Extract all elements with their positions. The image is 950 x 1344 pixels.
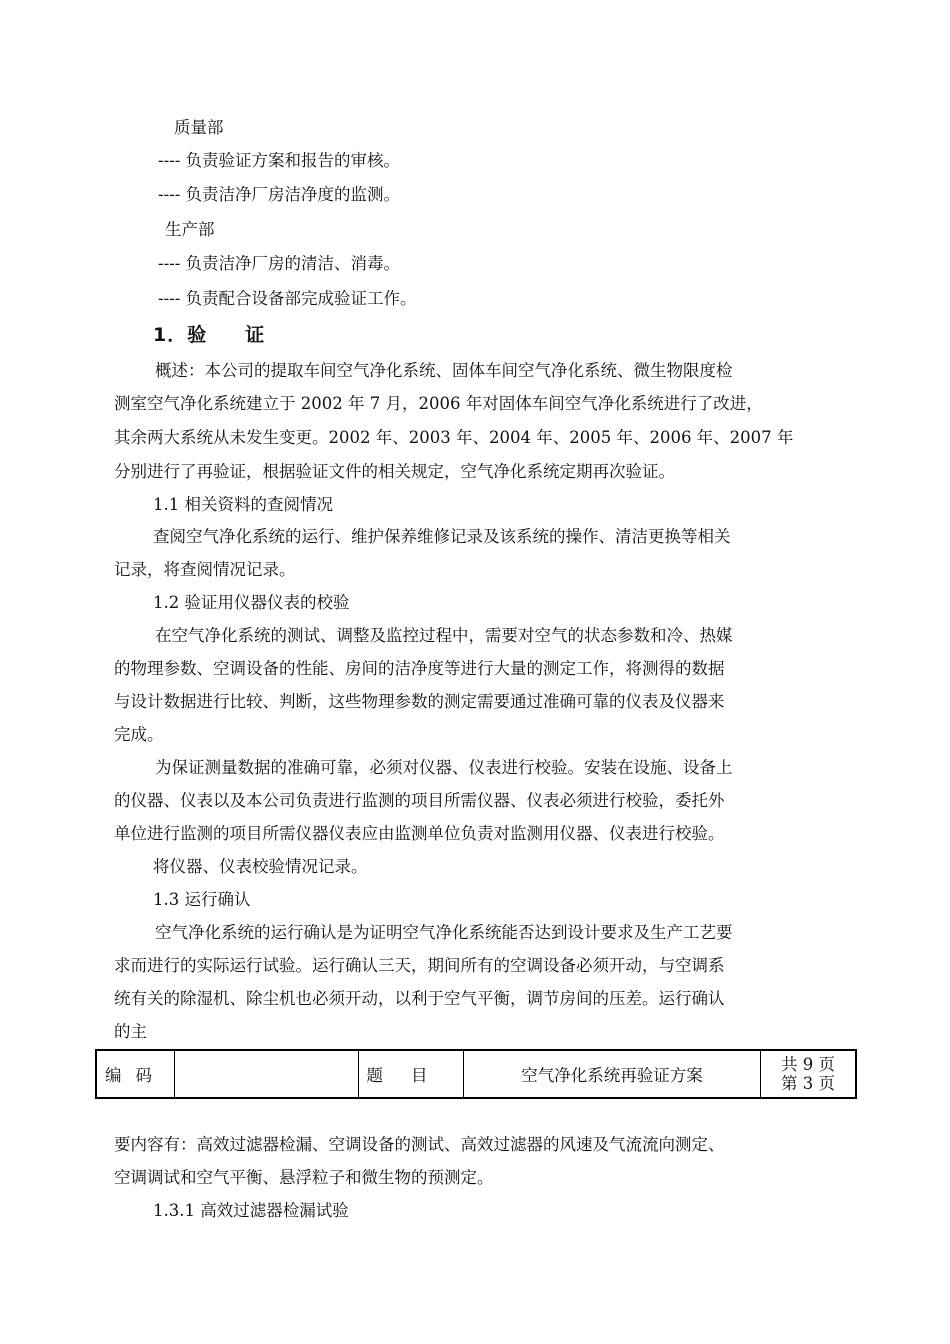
duty-line: ---- 负责配合设备部完成验证工作。 <box>158 289 417 308</box>
subsection-heading: 1.1 相关资料的查阅情况 <box>153 495 333 514</box>
paragraph-line: 空气净化系统的运行确认是为证明空气净化系统能否达到设计要求及生产工艺要 <box>155 923 733 942</box>
subsection-heading: 1.3 运行确认 <box>153 890 251 909</box>
code-value <box>175 1050 359 1098</box>
duty-line: ---- 负责洁净厂房的清洁、消毒。 <box>158 254 401 273</box>
paragraph-line: 在空气净化系统的测试、调整及监控过程中，需要对空气的状态参数和冷、热媒 <box>155 626 733 645</box>
paragraph-line: 的主 <box>114 1022 147 1041</box>
paragraph-line: 的物理参数、空调设备的性能、房间的洁净度等进行大量的测定工作，将测得的数据 <box>114 659 725 678</box>
page-info <box>761 1050 857 1098</box>
duty-line: ---- 负责验证方案和报告的审核。 <box>158 151 401 170</box>
paragraph-line: 统有关的除湿机、除尘机也必须开动，以利于空气平衡，调节房间的压差。运行确认 <box>114 989 725 1008</box>
paragraph-line: 单位进行监测的项目所需仪器仪表应由监测单位负责对监测用仪器、仪表进行校验。 <box>114 824 725 843</box>
paragraph-line: 空调调试和空气平衡、悬浮粒子和微生物的预测定。 <box>114 1168 494 1187</box>
paragraph-line: 要内容有：高效过滤器检漏、空调设备的测试、高效过滤器的风速及气流流向测定、 <box>114 1135 725 1154</box>
paragraph-line: 完成。 <box>114 725 164 744</box>
paragraph-line: 其余两大系统从未发生变更。2002 年、2003 年、2004 年、2005 年、2006 年、2007 年 <box>114 428 794 447</box>
section-heading-word: 证 <box>245 324 266 346</box>
paragraph-line: 记录，将查阅情况记录。 <box>114 560 296 579</box>
subsection-heading: 1.2 验证用仪器仪表的校验 <box>153 593 350 612</box>
paragraph-line: 求而进行的实际运行试验。运行确认三天，期间所有的空调设备必须开动，与空调系 <box>114 956 725 975</box>
paragraph-line: 测室空气净化系统建立于 2002 年 7 月，2006 年对固体车间空气净化系统进行了改进， <box>114 394 763 413</box>
duty-line: ---- 负责洁净厂房洁净度的监测。 <box>158 185 401 204</box>
subsection-heading: 1.3.1 高效过滤器检漏试验 <box>153 1201 349 1220</box>
code-label: 编码 <box>96 1050 175 1098</box>
current-page: 第 3 页 <box>781 1074 835 1093</box>
section-heading <box>153 325 881 345</box>
section-heading-number: 1．验 <box>153 324 208 346</box>
dept-quality-label: 质量部 <box>174 118 224 137</box>
paragraph-line: 分别进行了再验证，根据验证文件的相关规定，空气净化系统定期再次验证。 <box>114 462 675 481</box>
paragraph-line: 与设计数据进行比较、判断，这些物理参数的测定需要通过准确可靠的仪表及仪器来 <box>114 692 725 711</box>
document-footer-table <box>95 1049 857 1099</box>
paragraph-line: 将仪器、仪表校验情况记录。 <box>153 857 368 876</box>
paragraph-line: 概述：本公司的提取车间空气净化系统、固体车间空气净化系统、微生物限度检 <box>155 361 733 380</box>
paragraph-line: 的仪器、仪表以及本公司负责进行监测的项目所需仪器、仪表必须进行校验，委托外 <box>114 791 725 810</box>
total-pages: 共 9 页 <box>781 1055 835 1074</box>
subject-label: 题目 <box>359 1050 464 1098</box>
paragraph-line: 查阅空气净化系统的运行、维护保养维修记录及该系统的操作、清洁更换等相关 <box>153 527 731 546</box>
paragraph-line: 为保证测量数据的准确可靠，必须对仪器、仪表进行校验。安装在设施、设备上 <box>155 758 733 777</box>
dept-production-label: 生产部 <box>165 220 215 239</box>
document-title: 空气净化系统再验证方案 <box>464 1050 761 1098</box>
